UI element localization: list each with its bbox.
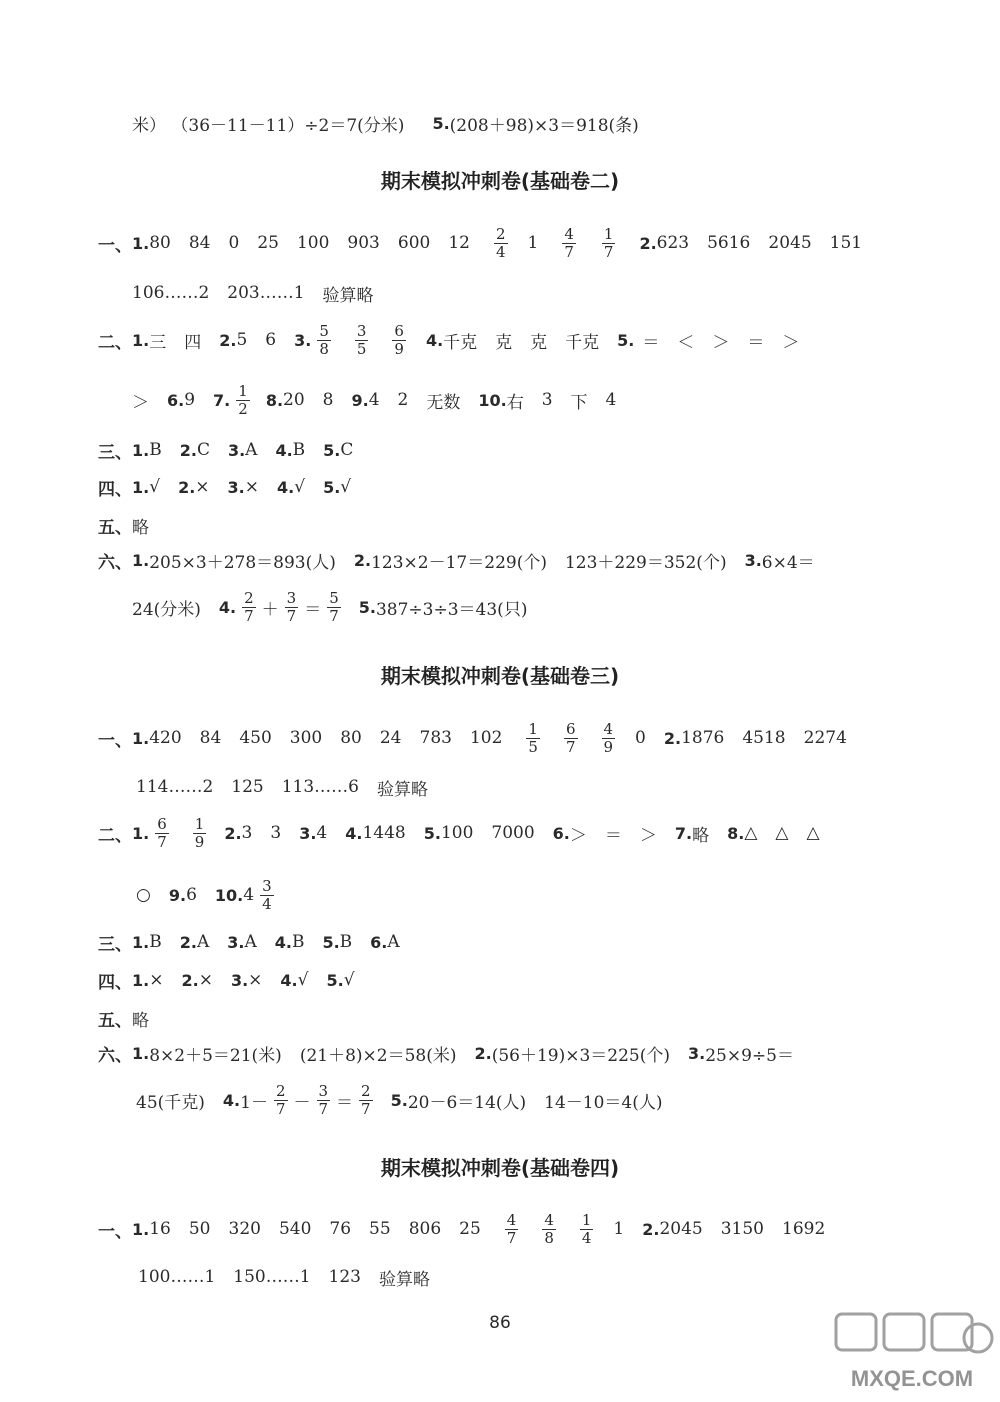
q-num: 7. bbox=[213, 390, 231, 410]
fraction bbox=[494, 226, 508, 261]
section-label: 二、 bbox=[98, 825, 132, 846]
val: (56＋19)×3＝225(个) bbox=[491, 1045, 671, 1066]
text: (208＋98)×3＝918(条) bbox=[449, 115, 639, 136]
val: 千克 bbox=[443, 332, 478, 353]
q-num: 1. bbox=[132, 823, 150, 843]
val: B bbox=[149, 440, 162, 460]
val: 5 bbox=[236, 330, 248, 350]
val: B bbox=[339, 932, 353, 952]
fraction bbox=[392, 323, 406, 358]
answer-line bbox=[132, 582, 527, 632]
q-num: 5. bbox=[390, 1090, 408, 1110]
val: × bbox=[195, 477, 210, 497]
val: ＞ bbox=[712, 332, 730, 353]
section-label: 一、 bbox=[98, 1221, 132, 1242]
fraction bbox=[580, 1212, 594, 1247]
denominator: 7 bbox=[275, 1099, 286, 1118]
val: × bbox=[149, 970, 164, 990]
val: 无数 bbox=[426, 392, 461, 413]
fraction bbox=[327, 590, 341, 625]
val: 76 bbox=[329, 1219, 352, 1239]
answer-line bbox=[98, 808, 838, 858]
denominator: 9 bbox=[603, 737, 614, 756]
q-num: 9. bbox=[351, 390, 369, 410]
q-num: 1. bbox=[132, 932, 150, 952]
val: 150……1 bbox=[233, 1267, 311, 1287]
val: ＝ bbox=[336, 1092, 354, 1113]
q-num: 2. bbox=[474, 1043, 492, 1063]
q-num: 4. bbox=[222, 1090, 241, 1110]
section-label: 二、 bbox=[98, 332, 132, 353]
fraction bbox=[317, 1083, 331, 1118]
numerator: 1 bbox=[603, 224, 614, 243]
numerator: 3 bbox=[318, 1081, 329, 1100]
q-num: 6. bbox=[552, 823, 570, 843]
q-num: 3. bbox=[227, 932, 245, 952]
denominator: 5 bbox=[356, 339, 367, 358]
val: 4 bbox=[316, 823, 328, 843]
val: 3 bbox=[270, 823, 282, 843]
answer-line bbox=[132, 375, 634, 425]
q-num: 5. bbox=[322, 932, 340, 952]
watermark-logo bbox=[828, 1308, 996, 1398]
answer-line bbox=[136, 1075, 681, 1125]
q-num: 6. bbox=[370, 932, 388, 952]
val: 806 bbox=[408, 1219, 442, 1239]
q-num: 1. bbox=[132, 477, 150, 497]
val: 2274 bbox=[803, 728, 847, 748]
q-num: 2. bbox=[353, 550, 372, 570]
q-num: 5. bbox=[326, 970, 344, 990]
denominator: 7 bbox=[564, 242, 574, 261]
val: C bbox=[196, 440, 210, 460]
fraction bbox=[564, 721, 578, 756]
answer-line bbox=[98, 315, 817, 365]
q-num: 5. bbox=[323, 477, 341, 497]
q-num: 1. bbox=[132, 970, 150, 990]
q-num: 2. bbox=[663, 728, 682, 748]
val: 783 bbox=[419, 728, 452, 748]
val: 420 bbox=[149, 728, 182, 748]
denominator: 4 bbox=[262, 894, 272, 913]
val: ＝ bbox=[604, 825, 622, 846]
q-num: 5. bbox=[323, 440, 341, 460]
val: 下 bbox=[570, 392, 588, 413]
answer-line bbox=[132, 98, 639, 148]
val: ＝ bbox=[304, 599, 322, 620]
val: ＞ bbox=[569, 825, 587, 846]
q-num: 3. bbox=[227, 477, 245, 497]
numerator: 1 bbox=[581, 1210, 592, 1229]
val: △ bbox=[806, 823, 820, 843]
denominator: 2 bbox=[238, 399, 248, 418]
val: 203……1 bbox=[227, 283, 305, 303]
val: √ bbox=[297, 970, 309, 990]
val: ＝ bbox=[747, 332, 765, 353]
fraction bbox=[242, 590, 256, 625]
answer-line bbox=[98, 1028, 794, 1078]
denominator: 7 bbox=[244, 606, 254, 625]
val: 1 bbox=[613, 1219, 625, 1239]
section-label: 四、 bbox=[98, 972, 132, 993]
denominator: 8 bbox=[319, 339, 329, 358]
val: 84 bbox=[199, 728, 222, 748]
val: 四 bbox=[184, 332, 202, 353]
val: 验算略 bbox=[376, 779, 428, 800]
denominator: 5 bbox=[528, 737, 538, 756]
answer-line bbox=[98, 713, 865, 763]
val: √ bbox=[340, 477, 352, 497]
val: 450 bbox=[239, 728, 272, 748]
val: 623 bbox=[656, 233, 690, 253]
numerator: 4 bbox=[564, 224, 574, 243]
numerator: 4 bbox=[544, 1210, 554, 1229]
section-label: 五、 bbox=[98, 517, 132, 538]
val: B bbox=[149, 932, 162, 952]
val: 1 bbox=[527, 233, 539, 253]
fraction bbox=[526, 721, 540, 756]
val: 106……2 bbox=[132, 283, 210, 303]
q-num: 3. bbox=[230, 970, 249, 990]
q-num: 5. bbox=[432, 113, 450, 133]
fraction bbox=[542, 1212, 556, 1247]
q-num: 1. bbox=[132, 550, 150, 570]
val: ＞ bbox=[639, 825, 657, 846]
val: 验算略 bbox=[322, 285, 374, 306]
fraction bbox=[274, 1083, 288, 1118]
fraction bbox=[236, 383, 250, 418]
val: ○ bbox=[136, 885, 151, 905]
val: 5616 bbox=[707, 233, 751, 253]
val: 113……6 bbox=[281, 777, 359, 797]
val: 123 bbox=[328, 1267, 361, 1287]
val: × bbox=[244, 477, 259, 497]
val: 略 bbox=[692, 825, 710, 846]
denominator: 7 bbox=[318, 1099, 329, 1118]
q-num: 1. bbox=[132, 728, 150, 748]
val: 25 bbox=[257, 233, 279, 253]
val: C bbox=[340, 440, 354, 460]
val: A bbox=[245, 440, 258, 460]
numerator: 2 bbox=[275, 1081, 286, 1100]
val: 25×9÷5＝ bbox=[705, 1045, 794, 1066]
answer-line bbox=[138, 1252, 448, 1302]
val: 50 bbox=[188, 1219, 211, 1239]
val: ＞ bbox=[132, 392, 149, 413]
denominator: 4 bbox=[581, 1228, 592, 1247]
q-num: 2. bbox=[219, 330, 237, 350]
q-num: 3. bbox=[688, 1043, 706, 1063]
val: 45(千克) bbox=[136, 1092, 205, 1113]
val: 24(分米) bbox=[132, 599, 201, 620]
val: 16 bbox=[149, 1219, 171, 1239]
q-num: 1. bbox=[132, 1043, 150, 1063]
section-label: 一、 bbox=[98, 235, 132, 256]
val: 20－6＝14(人) bbox=[407, 1092, 527, 1113]
q-num: 4. bbox=[274, 932, 292, 952]
val: 55 bbox=[369, 1219, 391, 1239]
val: A bbox=[244, 932, 257, 952]
section-label: 一、 bbox=[98, 730, 132, 751]
numerator: 1 bbox=[238, 381, 248, 400]
val: 80 bbox=[340, 728, 362, 748]
q-num: 4. bbox=[345, 823, 363, 843]
val: 6×4＝ bbox=[761, 552, 815, 573]
val: 7000 bbox=[491, 823, 535, 843]
q-num: 2. bbox=[178, 477, 196, 497]
section-label: 六、 bbox=[98, 1045, 132, 1066]
q-num: 7. bbox=[674, 823, 693, 843]
val: ＋ bbox=[261, 599, 279, 620]
val: 8×2＋5＝21(米) bbox=[149, 1045, 282, 1066]
answer-line bbox=[98, 535, 815, 585]
section-title: 期末模拟冲刺卷(基础卷二) bbox=[380, 169, 620, 193]
denominator: 7 bbox=[361, 1099, 371, 1118]
val: 4518 bbox=[742, 728, 786, 748]
val: √ bbox=[149, 477, 161, 497]
fraction bbox=[562, 226, 576, 261]
val: 20 bbox=[283, 390, 305, 410]
val: 320 bbox=[228, 1219, 261, 1239]
q-num: 4. bbox=[277, 477, 295, 497]
val: △ bbox=[775, 823, 789, 843]
section-title: 期末模拟冲刺卷(基础卷四) bbox=[380, 1156, 620, 1180]
numerator: 5 bbox=[319, 321, 329, 340]
val: ＝ bbox=[642, 332, 660, 353]
val: 123×2－17＝229(个) bbox=[371, 552, 547, 573]
val: 387÷3÷3＝43(只) bbox=[375, 599, 528, 620]
val: (21＋8)×2＝58(米) bbox=[299, 1045, 457, 1066]
denominator: 7 bbox=[603, 242, 614, 261]
section-label: 五、 bbox=[98, 1010, 132, 1031]
q-num: 2. bbox=[179, 440, 197, 460]
val: 3150 bbox=[720, 1219, 764, 1239]
numerator: 3 bbox=[286, 588, 297, 607]
q-num: 1. bbox=[132, 233, 150, 253]
val: 84 bbox=[188, 233, 211, 253]
fraction bbox=[602, 721, 616, 756]
val: 8 bbox=[322, 390, 334, 410]
val: 300 bbox=[289, 728, 323, 748]
q-num: 6. bbox=[167, 390, 185, 410]
section-title: 期末模拟冲刺卷(基础卷三) bbox=[380, 664, 620, 688]
val: 600 bbox=[397, 233, 431, 253]
denominator: 7 bbox=[565, 737, 576, 756]
val: 4 bbox=[243, 885, 255, 905]
val: 102 bbox=[469, 728, 503, 748]
fraction bbox=[260, 878, 274, 913]
val: 151 bbox=[829, 233, 863, 253]
q-num: 5. bbox=[617, 330, 635, 350]
val: A bbox=[196, 932, 210, 952]
answer-line bbox=[132, 268, 392, 318]
val: 123＋229＝352(个) bbox=[564, 552, 727, 573]
val: 略 bbox=[132, 1010, 149, 1031]
numerator: 2 bbox=[244, 588, 254, 607]
val: 25 bbox=[459, 1219, 481, 1239]
q-num: 4. bbox=[280, 970, 298, 990]
val: 100……1 bbox=[138, 1267, 216, 1287]
val: 125 bbox=[231, 777, 264, 797]
val: 三 bbox=[149, 332, 167, 353]
q-num: 4. bbox=[218, 597, 237, 617]
fraction bbox=[359, 1083, 373, 1118]
q-num: 8. bbox=[727, 823, 745, 843]
val: ＞ bbox=[782, 332, 800, 353]
val: 克 bbox=[530, 332, 548, 353]
denominator: 7 bbox=[506, 1228, 517, 1247]
watermark-text: MXQE.COM bbox=[850, 1366, 974, 1391]
val: － bbox=[293, 1092, 311, 1113]
val: 14－10＝4(人) bbox=[544, 1092, 663, 1113]
val: 114……2 bbox=[136, 777, 214, 797]
val: A bbox=[387, 932, 400, 952]
val: 80 bbox=[149, 233, 171, 253]
val: 1692 bbox=[782, 1219, 826, 1239]
denominator: 7 bbox=[329, 606, 339, 625]
fraction bbox=[193, 816, 207, 851]
val: 6 bbox=[265, 330, 277, 350]
val: B bbox=[292, 440, 306, 460]
val: ＜ bbox=[677, 332, 695, 353]
numerator: 2 bbox=[495, 224, 506, 243]
fraction bbox=[155, 816, 169, 851]
q-num: 3. bbox=[227, 440, 246, 460]
val: △ bbox=[744, 823, 758, 843]
val: 验算略 bbox=[378, 1269, 430, 1290]
fraction bbox=[317, 323, 331, 358]
q-num: 3. bbox=[744, 550, 762, 570]
val: 205×3＋278＝893(人) bbox=[149, 552, 336, 573]
val: 1876 bbox=[681, 728, 725, 748]
val: 4 bbox=[605, 390, 617, 410]
val: 3 bbox=[241, 823, 253, 843]
numerator: 6 bbox=[157, 814, 167, 833]
section-label: 三、 bbox=[98, 442, 132, 463]
answer-line bbox=[98, 218, 880, 268]
val: × bbox=[198, 970, 213, 990]
denominator: 7 bbox=[286, 606, 297, 625]
numerator: 3 bbox=[356, 321, 367, 340]
q-num: 5. bbox=[358, 597, 376, 617]
val: 12 bbox=[448, 233, 470, 253]
answer-line bbox=[136, 870, 280, 920]
val: 2045 bbox=[659, 1219, 703, 1239]
q-num: 1. bbox=[132, 440, 150, 460]
val: 6 bbox=[186, 885, 197, 905]
val: 1－ bbox=[240, 1092, 268, 1113]
q-num: 8. bbox=[265, 390, 284, 410]
section-label: 六、 bbox=[98, 552, 132, 573]
numerator: 1 bbox=[194, 814, 205, 833]
q-num: 2. bbox=[642, 1219, 660, 1239]
val: 0 bbox=[228, 233, 240, 253]
val: 24 bbox=[379, 728, 402, 748]
q-num: 3. bbox=[299, 823, 317, 843]
numerator: 4 bbox=[506, 1210, 517, 1229]
val: 540 bbox=[278, 1219, 312, 1239]
val: 略 bbox=[132, 517, 149, 538]
val: × bbox=[248, 970, 263, 990]
q-num: 9. bbox=[168, 885, 187, 905]
val: B bbox=[291, 932, 305, 952]
q-num: 1. bbox=[132, 330, 150, 350]
section-label: 四、 bbox=[98, 479, 132, 500]
val: 2 bbox=[397, 390, 409, 410]
q-num: 5. bbox=[423, 823, 441, 843]
val: 2045 bbox=[768, 233, 812, 253]
q-num: 1. bbox=[132, 1219, 150, 1239]
fraction bbox=[355, 323, 369, 358]
numerator: 5 bbox=[329, 588, 339, 607]
val: 903 bbox=[347, 233, 380, 253]
fraction bbox=[285, 590, 299, 625]
answer-line bbox=[136, 762, 446, 812]
q-num: 10. bbox=[214, 885, 244, 905]
q-num: 10. bbox=[478, 390, 507, 410]
val: 3 bbox=[541, 390, 553, 410]
val: 100 bbox=[296, 233, 330, 253]
val: 千克 bbox=[565, 332, 600, 353]
numerator: 1 bbox=[528, 719, 538, 738]
q-num: 4. bbox=[275, 440, 293, 460]
q-num: 4. bbox=[425, 330, 444, 350]
q-num: 2. bbox=[224, 823, 242, 843]
val: √ bbox=[294, 477, 306, 497]
text: 米） （36－11－11）÷2＝7(分米) bbox=[132, 115, 405, 136]
q-num: 2. bbox=[181, 970, 199, 990]
fraction bbox=[602, 226, 616, 261]
val: 9 bbox=[184, 390, 196, 410]
val: 4 bbox=[368, 390, 380, 410]
numerator: 6 bbox=[565, 719, 576, 738]
q-num: 2. bbox=[639, 233, 657, 253]
numerator: 2 bbox=[361, 1081, 371, 1100]
denominator: 9 bbox=[394, 339, 404, 358]
val: 100 bbox=[440, 823, 474, 843]
answer-line bbox=[98, 1204, 843, 1254]
denominator: 4 bbox=[495, 242, 506, 261]
page-number: 86 bbox=[489, 1313, 511, 1333]
fraction bbox=[505, 1212, 519, 1247]
numerator: 4 bbox=[603, 719, 614, 738]
denominator: 7 bbox=[157, 832, 167, 851]
q-num: 3. bbox=[294, 330, 312, 350]
denominator: 9 bbox=[194, 832, 205, 851]
val: √ bbox=[343, 970, 355, 990]
val: 右 bbox=[506, 392, 524, 413]
denominator: 8 bbox=[544, 1228, 554, 1247]
val: 克 bbox=[495, 332, 513, 353]
q-num: 2. bbox=[179, 932, 197, 952]
val: 0 bbox=[635, 728, 646, 748]
numerator: 6 bbox=[394, 321, 404, 340]
val: 1448 bbox=[362, 823, 406, 843]
numerator: 3 bbox=[262, 876, 272, 895]
section-label: 三、 bbox=[98, 934, 132, 955]
